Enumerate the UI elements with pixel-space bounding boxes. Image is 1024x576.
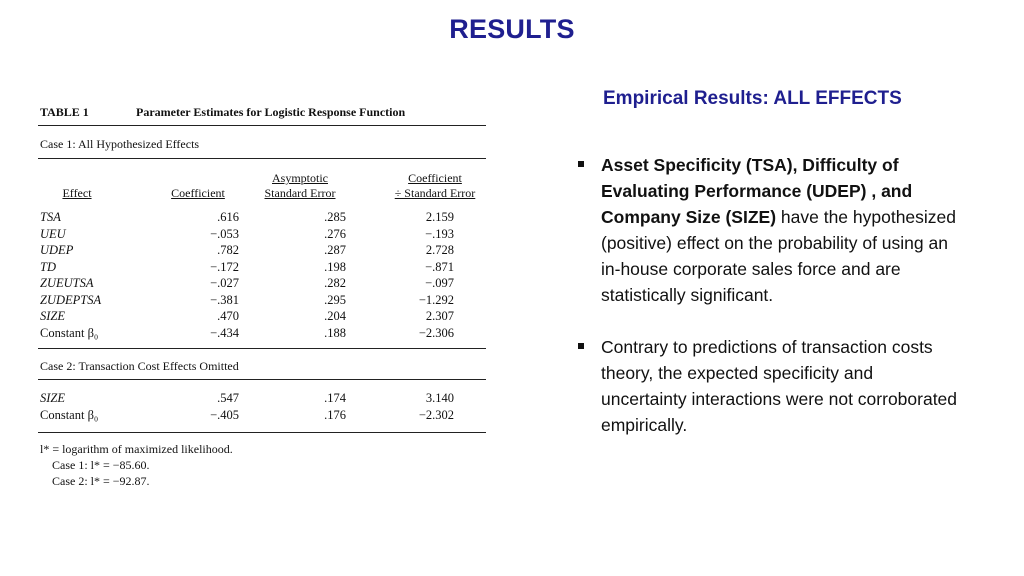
cell-standard-error: .285 bbox=[324, 210, 346, 224]
parameter-estimates-table bbox=[38, 100, 488, 495]
table-row bbox=[38, 391, 486, 408]
findings-list bbox=[578, 152, 958, 438]
table-number: TABLE 1 bbox=[40, 105, 89, 119]
cell-effect: UEU bbox=[40, 226, 66, 241]
cell-effect: TD bbox=[40, 259, 56, 274]
cell-ratio: −1.292 bbox=[418, 292, 454, 307]
table-rule bbox=[38, 158, 486, 159]
cell-standard-error: .295 bbox=[324, 292, 346, 307]
footnote-case2: Case 2: l* = −92.87. bbox=[52, 474, 150, 488]
case1-label: Case 1: All Hypothesized Effects bbox=[40, 137, 200, 151]
cell-ratio: −.097 bbox=[425, 276, 454, 290]
table-caption bbox=[40, 105, 405, 120]
cell-standard-error: .198 bbox=[324, 259, 346, 274]
table-row bbox=[38, 293, 486, 310]
footnote-case1: Case 1: l* = −85.60. bbox=[52, 458, 150, 472]
table-rule bbox=[38, 348, 486, 349]
cell-standard-error: .287 bbox=[324, 243, 346, 257]
slide-title: RESULTS bbox=[449, 14, 575, 44]
footnote-definition: l* = logarithm of maximized likelihood. bbox=[40, 442, 233, 456]
cell-ratio: 3.140 bbox=[425, 391, 454, 405]
header-ratio: Coefficient ÷ Standard Error bbox=[394, 171, 476, 200]
cell-ratio: 2.307 bbox=[425, 309, 454, 323]
cell-coefficient: −.405 bbox=[210, 407, 239, 422]
table-rule bbox=[38, 432, 486, 433]
cell-standard-error: .188 bbox=[324, 325, 346, 340]
cell-standard-error: .176 bbox=[324, 407, 346, 422]
table-row bbox=[38, 243, 486, 260]
bullet-text: Contrary to predictions of transaction costs theory, the expected specificity and uncertainty interactions were not corroborated empirically. bbox=[601, 337, 958, 435]
cell-effect: Constant β₀ bbox=[40, 407, 99, 422]
cell-standard-error: .174 bbox=[324, 391, 346, 405]
table-rule bbox=[38, 379, 486, 380]
cell-ratio: 2.159 bbox=[425, 210, 454, 224]
cell-effect: SIZE bbox=[40, 391, 65, 405]
cell-ratio: −2.302 bbox=[418, 407, 454, 422]
cell-ratio: −2.306 bbox=[418, 325, 454, 340]
cell-coefficient: −.027 bbox=[210, 276, 239, 290]
cell-effect: Constant β₀ bbox=[40, 325, 99, 340]
cell-ratio: 2.728 bbox=[425, 243, 454, 257]
section-heading: Empirical Results: ALL EFFECTS bbox=[603, 88, 902, 109]
cell-coefficient: .616 bbox=[217, 210, 239, 224]
cell-coefficient: −.172 bbox=[210, 259, 239, 274]
header-coefficient: Coefficient bbox=[171, 186, 225, 200]
cell-standard-error: .282 bbox=[324, 276, 346, 290]
cell-coefficient: −.434 bbox=[210, 325, 239, 340]
table-row bbox=[38, 227, 486, 244]
case2-label: Case 2: Transaction Cost Effects Omitted bbox=[40, 359, 239, 373]
cell-standard-error: .276 bbox=[324, 226, 346, 241]
table-row bbox=[38, 276, 486, 293]
list-item bbox=[578, 334, 958, 438]
table-row bbox=[38, 210, 486, 227]
cell-coefficient: −.053 bbox=[210, 226, 239, 241]
cell-coefficient: .470 bbox=[217, 309, 239, 323]
cell-standard-error: .204 bbox=[324, 309, 346, 323]
square-bullet-icon bbox=[578, 161, 584, 167]
header-standard-error: Asymptotic Standard Error bbox=[264, 171, 336, 200]
bullet-text: have the hypothesized (positive) effect on the probability of using an in-house corporate sales force and are statistically significant. bbox=[601, 207, 957, 305]
table-rule bbox=[38, 125, 486, 126]
header-effect: Effect bbox=[62, 186, 92, 200]
cell-coefficient: .547 bbox=[217, 391, 239, 405]
table-row bbox=[38, 326, 486, 343]
square-bullet-icon bbox=[578, 343, 584, 349]
cell-ratio: −.193 bbox=[425, 226, 454, 241]
table-row bbox=[38, 309, 486, 326]
cell-effect: UDEP bbox=[40, 243, 74, 257]
table-row bbox=[38, 260, 486, 277]
cell-effect: ZUEUTSA bbox=[40, 276, 94, 290]
bullet-bold-text: Asset Specificity (TSA), Difficulty of Evaluating Performance (UDEP) , and Company Size (SIZE) bbox=[601, 155, 913, 227]
table-title: Parameter Estimates for Logistic Response Function bbox=[136, 105, 406, 119]
cell-coefficient: −.381 bbox=[210, 292, 239, 307]
cell-effect: SIZE bbox=[40, 309, 65, 323]
cell-ratio: −.871 bbox=[425, 259, 454, 274]
cell-coefficient: .782 bbox=[217, 243, 239, 257]
cell-effect: ZUDEPTSA bbox=[40, 292, 102, 307]
table-row bbox=[38, 408, 486, 425]
list-item bbox=[578, 152, 958, 308]
cell-effect: TSA bbox=[40, 210, 61, 224]
